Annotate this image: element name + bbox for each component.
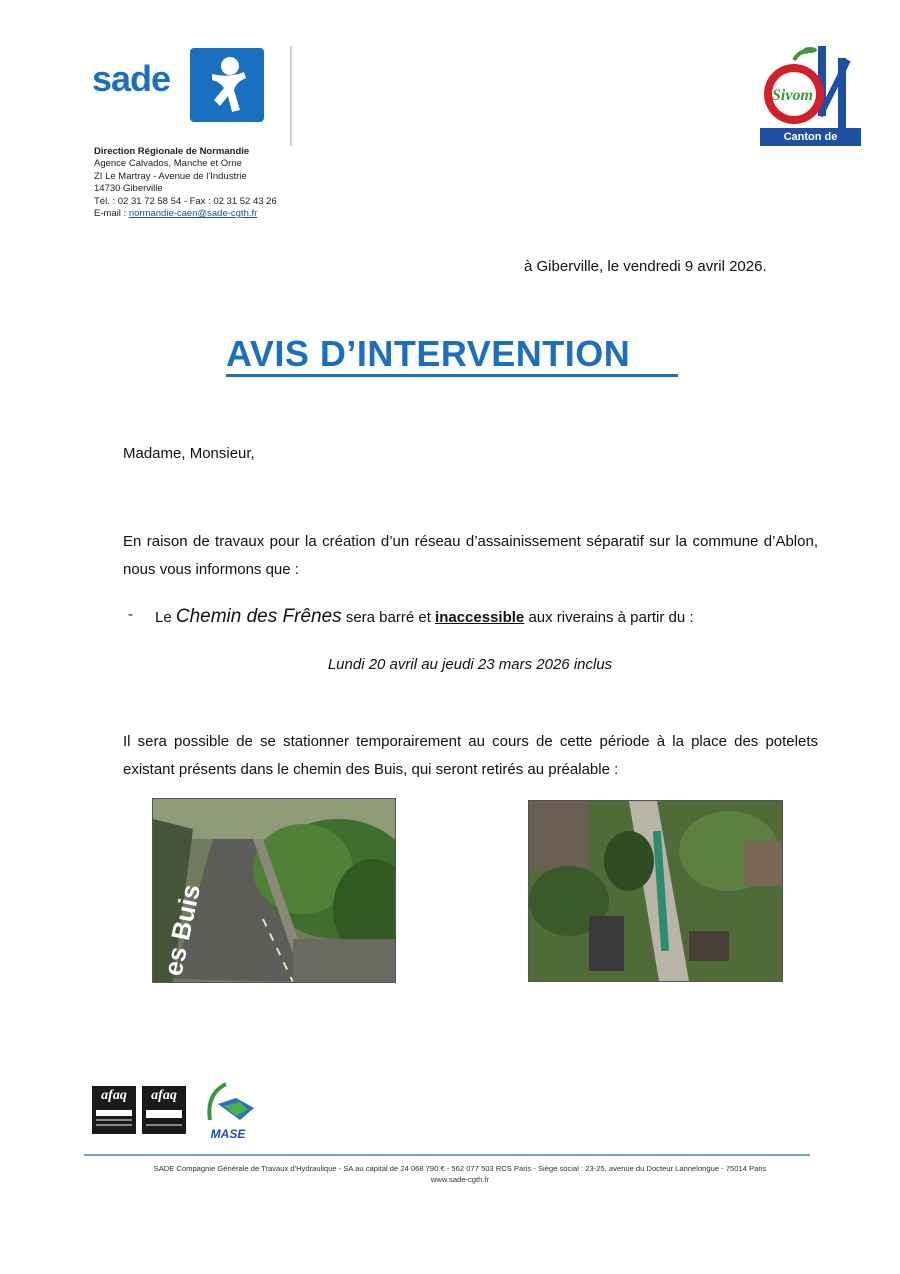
sivom-banner: Canton de Honfleur <box>760 128 861 146</box>
emphasis-inaccessible: inaccessible <box>435 609 525 626</box>
address-line: ZI Le Martray - Avenue de l'Industrie <box>94 170 247 182</box>
street-name: Chemin des Frênes <box>175 606 342 627</box>
bullet-dash: - <box>128 606 133 623</box>
letter-date: à Giberville, le vendredi 9 avril 2026. <box>524 258 767 275</box>
street-photo <box>152 798 396 983</box>
footer-divider <box>84 1154 810 1156</box>
bullet-prefix: Le <box>155 609 176 626</box>
bullet-suffix: aux riverains à partir du : <box>524 609 694 626</box>
footer-legal: SADE Compagnie Générale de Travaux d'Hydraulique - SA au capital de 24 068 790 € - 562 077 503 RCS Paris - Siège social : 23-25, avenue du Docteur Lannelongue - 75014 Paris <box>153 1164 767 1173</box>
title-underline <box>226 374 678 377</box>
afaq-amiante-logo <box>142 1086 186 1134</box>
sivom-logo-text: Sivom <box>772 87 813 104</box>
cert-label: afaq <box>101 1088 127 1103</box>
salutation: Madame, Monsieur, <box>123 445 255 462</box>
address-line: 14730 Giberville <box>94 183 163 195</box>
sade-logo-text: sade <box>92 58 171 99</box>
page-title: AVIS D’INTERVENTION <box>226 333 631 374</box>
sade-logo-icon <box>190 48 264 122</box>
address-line: Tél. : 02 31 72 58 54 - Fax : 02 31 52 43 26 <box>94 195 277 207</box>
email-line <box>94 208 277 220</box>
afaq-ose-logo <box>92 1086 136 1134</box>
aerial-photo <box>528 800 783 982</box>
street-photo-label: es Buis <box>157 881 207 979</box>
closure-dates: Lundi 20 avril au jeudi 23 mars 2026 inclus <box>327 656 613 673</box>
mase-label: MASE <box>210 1127 246 1141</box>
paragraph-parking: Il sera possible de se stationner temporairement au cours de cette période à la place des potelets existant présents dans le chemin des Buis, qui seront retirés au préalable : <box>123 733 818 778</box>
cert-label: afaq <box>151 1088 177 1103</box>
header-divider <box>290 46 292 146</box>
address-line: Direction Régionale de Normandie <box>94 146 250 157</box>
email-link[interactable]: normandie-caen@sade-cgth.fr <box>128 208 258 220</box>
paragraph-intro: En raison de travaux pour la création d’un réseau d’assainissement séparatif sur la commune d’Ablon, nous vous informons que : <box>123 533 818 578</box>
bullet-item <box>155 606 694 628</box>
sender-address <box>94 146 277 220</box>
address-line: Agence Calvados, Manche et Orne <box>94 158 242 170</box>
footer-website[interactable]: www.sade-cgth.fr <box>430 1175 490 1184</box>
bullet-middle: sera barré et <box>341 609 436 626</box>
email-label: E-mail : <box>94 208 129 220</box>
